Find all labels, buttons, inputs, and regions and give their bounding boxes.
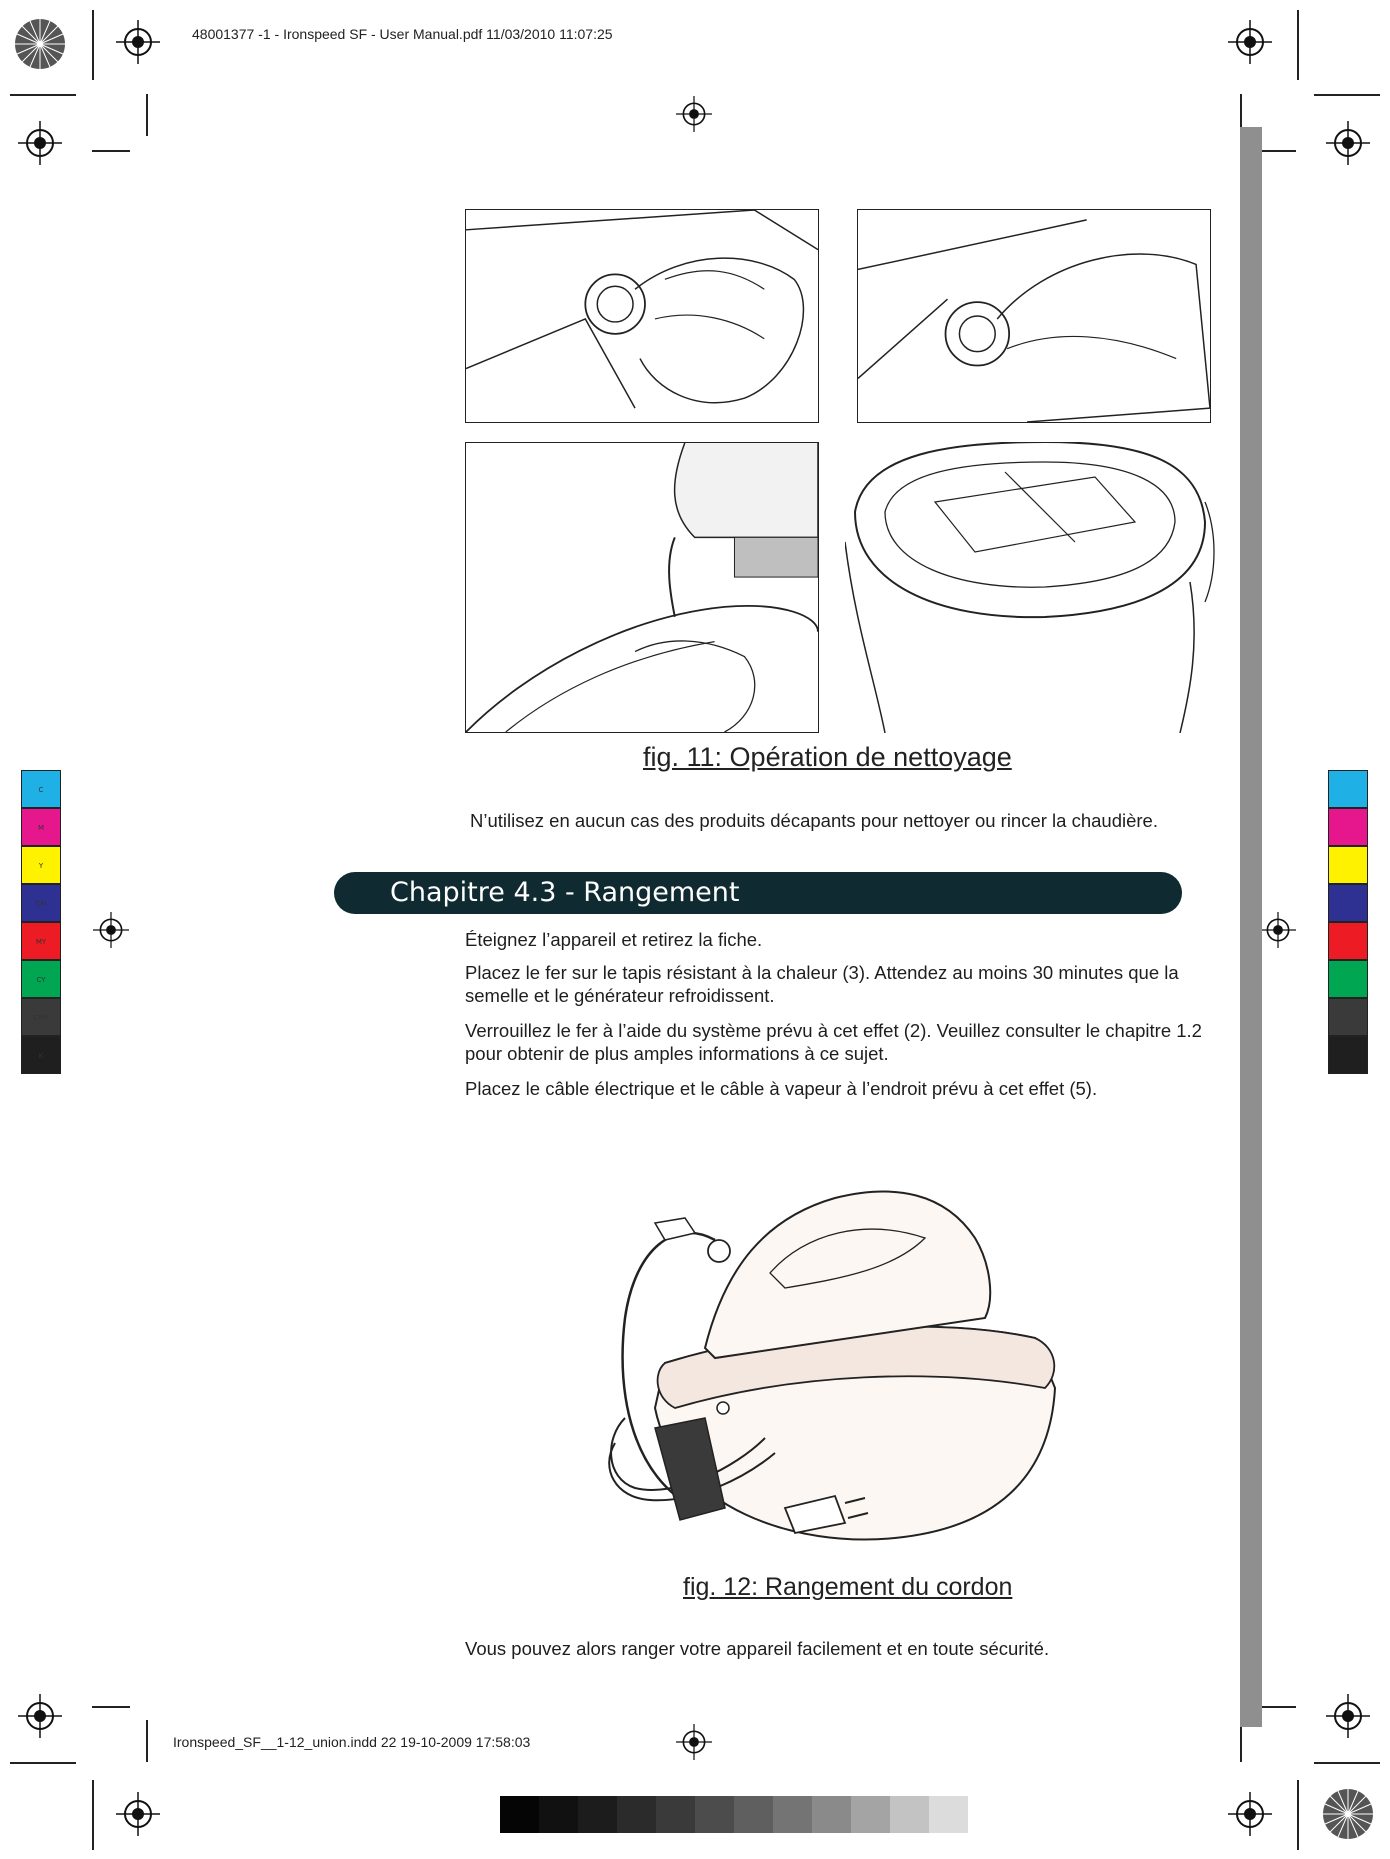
crop-line [1314, 94, 1380, 96]
starburst-target-icon [1322, 1788, 1374, 1840]
color-swatch: CMY [21, 998, 61, 1036]
crop-line [92, 10, 94, 80]
crop-line [1258, 1706, 1296, 1708]
registration-mark-icon [1260, 912, 1296, 948]
color-swatch [1328, 922, 1368, 960]
paragraph: Placez le fer sur le tapis résistant à la chaleur (3). Attendez au moins 30 minutes que la semelle et le générateur refroidissent. [465, 962, 1179, 1006]
registration-mark-icon [1326, 121, 1370, 165]
registration-mark-icon [18, 121, 62, 165]
color-swatch [1328, 846, 1368, 884]
registration-mark-icon [116, 1792, 160, 1836]
illustration-steam-station [595, 1178, 1065, 1558]
crop-line [1297, 10, 1299, 80]
registration-mark-icon [93, 912, 129, 948]
top-slug: 48001377 -1 - Ironspeed SF - User Manual.pdf 11/03/2010 11:07:25 [192, 26, 613, 42]
color-bar-right [1328, 770, 1368, 1074]
gray-swatch [539, 1796, 578, 1833]
gray-swatch [929, 1796, 968, 1833]
color-swatch [1328, 884, 1368, 922]
registration-mark-icon [116, 20, 160, 64]
paragraph: Verrouillez le fer à l’aide du système prévu à cet effet (2). Veuillez consulter le chapitre 1.2 pour obtenir de plus amples informations à ce sujet. [465, 1020, 1202, 1064]
crop-line [92, 1780, 94, 1850]
crop-line [146, 94, 148, 136]
fig12-caption: fig. 12: Rangement du cordon [683, 1573, 1013, 1601]
color-swatch [1328, 808, 1368, 846]
color-swatch [1328, 770, 1368, 808]
color-swatch: C [21, 770, 61, 808]
registration-mark-icon [676, 96, 712, 132]
chapter-title-bar [334, 872, 1182, 914]
gray-swatch [617, 1796, 656, 1833]
registration-mark-icon [18, 1694, 62, 1738]
color-bar-left [21, 770, 61, 1074]
warning-text: N’utilisez en aucun cas des produits décapants pour nettoyer ou rincer la chaudière. [470, 810, 1158, 831]
color-swatch [1328, 960, 1368, 998]
crop-line [1314, 1762, 1380, 1764]
color-swatch: MY [21, 922, 61, 960]
bottom-slug: Ironspeed_SF__1-12_union.indd 22 19-10-2009 17:58:03 [173, 1734, 531, 1750]
chapter-title: Chapitre 4.3 - Rangement [390, 877, 740, 908]
crop-line [92, 1706, 130, 1708]
color-swatch: M [21, 808, 61, 846]
gray-swatch [695, 1796, 734, 1833]
registration-mark-icon [1326, 1694, 1370, 1738]
color-swatch: K [21, 1036, 61, 1074]
color-swatch [1328, 998, 1368, 1036]
starburst-target-icon [14, 18, 66, 70]
gray-swatch [812, 1796, 851, 1833]
color-swatch: CY [21, 960, 61, 998]
crop-line [146, 1720, 148, 1762]
color-swatch: CM [21, 884, 61, 922]
fig11-caption: fig. 11: Opération de nettoyage [643, 742, 1012, 772]
illustration-pouring-water [465, 442, 819, 733]
illustration-boiler-rinse [845, 442, 1215, 733]
paragraph: Placez le câble électrique et le câble à vapeur à l’endroit prévu à cet effet (5). [465, 1078, 1098, 1099]
registration-mark-icon [1228, 20, 1272, 64]
closing-text: Vous pouvez alors ranger votre appareil facilement et en toute sécurité. [465, 1638, 1050, 1659]
crop-line [10, 94, 76, 96]
color-swatch: Y [21, 846, 61, 884]
color-swatch [1328, 1036, 1368, 1074]
crop-line [1297, 1780, 1299, 1850]
illustration-cap-unscrew [465, 209, 819, 423]
crop-line [92, 150, 130, 152]
gray-swatch [773, 1796, 812, 1833]
gray-swatch [578, 1796, 617, 1833]
side-gray-bar [1240, 127, 1262, 1727]
illustration-cap-insert [857, 209, 1211, 423]
registration-mark-icon [1228, 1792, 1272, 1836]
gray-swatch [656, 1796, 695, 1833]
gray-swatch [890, 1796, 929, 1833]
crop-line [10, 1762, 76, 1764]
gray-swatch [734, 1796, 773, 1833]
gray-ramp-strip [500, 1796, 968, 1833]
gray-swatch [851, 1796, 890, 1833]
registration-mark-icon [676, 1724, 712, 1760]
paragraph: Éteignez l’appareil et retirez la fiche. [465, 929, 763, 950]
gray-swatch [500, 1796, 539, 1833]
crop-line [1258, 150, 1296, 152]
